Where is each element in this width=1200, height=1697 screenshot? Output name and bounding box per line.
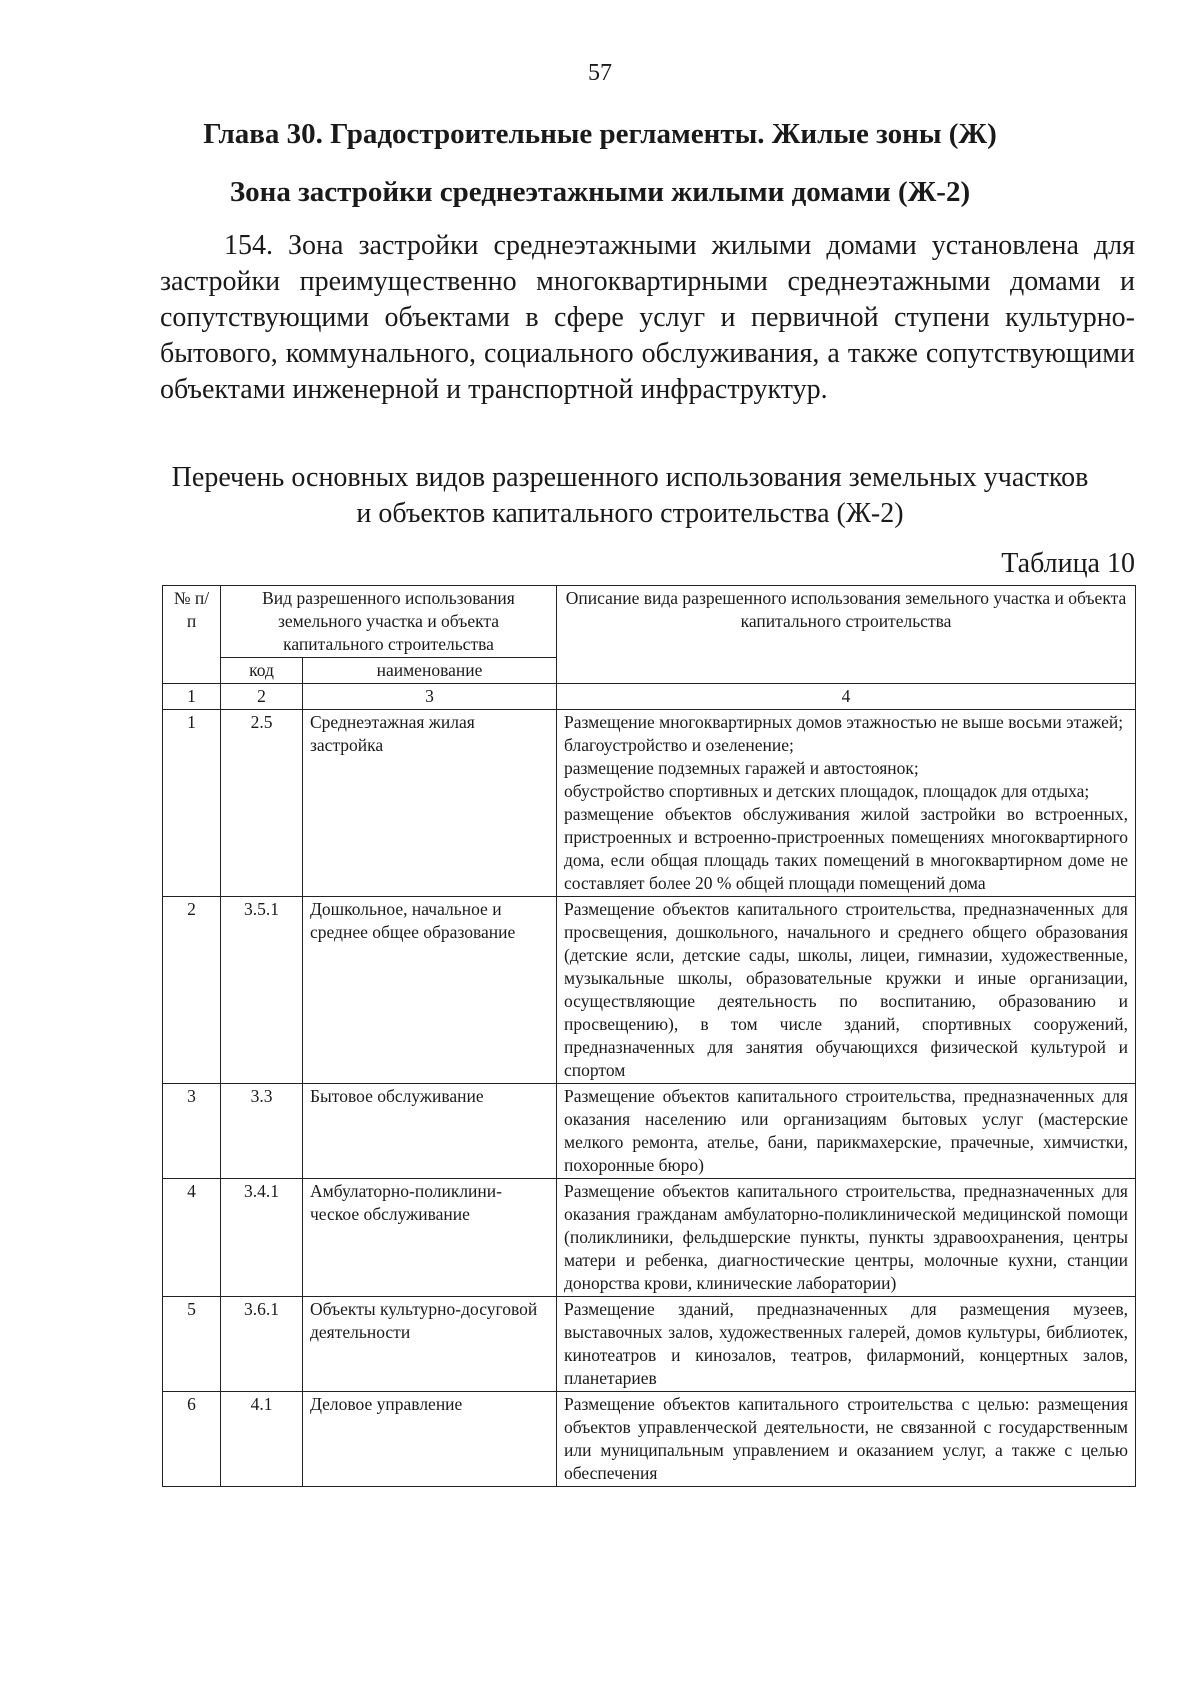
row-code: 3.4.1 — [221, 1179, 303, 1297]
description-line: обустройство спортивных и детских площадок, площадок для отдыха; — [564, 781, 1090, 801]
description-line: Размещение многоквартирных домов этажностью не выше восьми этажей; — [564, 712, 1124, 732]
row-num: 3 — [163, 1084, 221, 1179]
row-description — [557, 1297, 1136, 1392]
list-title-line-1: Перечень основных видов разрешенного использования земельных участков — [171, 462, 1089, 493]
header-type: Вид разрешенного использования земельного участка и объекта капитального строительства — [221, 586, 557, 658]
row-code: 3.6.1 — [221, 1297, 303, 1392]
row-num: 4 — [163, 1179, 221, 1297]
list-title-line-2: и объектов капитального строительства (Ж-2) — [356, 498, 904, 529]
description-line: Размещение объектов капитального строительства, предназначенных для оказания населению или организациям бытовых услуг (мастерские мелкого ремонта, ателье, бани, парикмахерские, прачечные, химчистки, похоронные бюро) — [564, 1086, 1128, 1175]
col-number: 3 — [303, 684, 557, 710]
description-line: размещение подземных гаражей и автостоянок; — [564, 758, 919, 778]
row-description — [557, 897, 1136, 1084]
table-row — [163, 1084, 1136, 1179]
row-name: Дошкольное, начальное и среднее общее образование — [303, 897, 557, 1084]
column-numbers-row — [163, 684, 1136, 710]
page-number: 57 — [588, 60, 612, 86]
table-caption: Таблица 10 — [1001, 548, 1135, 579]
table-row — [163, 1179, 1136, 1297]
paragraph-154: 154. Зона застройки среднеэтажными жилыми домами установлена для застройки преимущественно многоквартирными среднеэтажными домами и сопутствующими объектами в сфере услуг и первичной ступени культурно-бытового, коммунального, социального обслуживания, а также сопутствующими объектами инженерной и транспортной инфраструктур. — [160, 230, 1135, 405]
header-description: Описание вида разрешенного использования земельного участка и объекта капитального строительства — [557, 586, 1136, 684]
chapter-title: Глава 30. Градостроительные регламенты. Жилые зоны (Ж) — [203, 118, 997, 150]
row-description — [557, 1392, 1136, 1487]
row-description — [557, 710, 1136, 897]
row-name: Деловое управление — [303, 1392, 557, 1487]
description-line: Размещение объектов капитального строительства, предназначенных для просвещения, дошкольного, начального и среднего общего образования (детские ясли, детские сады, школы, лицеи, гимназии, художественные, музыкальные школы, образовательные кружки и иные организации, осуществляющие деятельность по воспитанию, образованию и просвещению), в том числе зданий, спортивных сооружений, предназначенных для занятия обучающихся физической культурой и спортом — [564, 899, 1128, 1080]
regulation-table — [162, 585, 1136, 1487]
row-name: Среднеэтажная жилая застройка — [303, 710, 557, 897]
row-code: 3.3 — [221, 1084, 303, 1179]
col-number: 4 — [557, 684, 1136, 710]
table-row — [163, 1392, 1136, 1487]
row-name: Объекты культурно-досуговой деятельности — [303, 1297, 557, 1392]
row-code: 2.5 — [221, 710, 303, 897]
table-row — [163, 1297, 1136, 1392]
row-code: 3.5.1 — [221, 897, 303, 1084]
description-line: благоустройство и озеленение; — [564, 735, 794, 755]
header-name: наименование — [303, 658, 557, 684]
row-description — [557, 1084, 1136, 1179]
description-line: Размещение объектов капитального строительства с целью: размещения объектов управленческой деятельности, не связанной с государственным или муниципальным управлением и оказанием услуг, а также с целью обеспечения — [564, 1394, 1128, 1483]
table-row — [163, 710, 1136, 897]
row-name: Бытовое обслуживание — [303, 1084, 557, 1179]
row-code: 4.1 — [221, 1392, 303, 1487]
description-line: Размещение зданий, предназначенных для размещения музеев, выставочных залов, художественных галерей, домов культуры, библиотек, кинотеатров и кинозалов, театров, филармоний, концертных залов, планетариев — [564, 1299, 1128, 1388]
row-num: 2 — [163, 897, 221, 1084]
header-code: код — [221, 658, 303, 684]
row-num: 1 — [163, 710, 221, 897]
table-row — [163, 897, 1136, 1084]
table-header-row — [163, 586, 1136, 658]
row-num: 5 — [163, 1297, 221, 1392]
col-number: 1 — [163, 684, 221, 710]
row-description — [557, 1179, 1136, 1297]
zone-title: Зона застройки среднеэтажными жилыми домами (Ж-2) — [229, 176, 971, 208]
description-line: размещение объектов обслуживания жилой застройки во встроенных, пристроенных и встроенно-пристроенных помещениях многоквартирного дома, если общая площадь таких помещений в многоквартирном доме не составляет более 20 % общей площади помещений дома — [564, 804, 1128, 893]
row-num: 6 — [163, 1392, 221, 1487]
list-title — [140, 460, 1120, 532]
col-number: 2 — [221, 684, 303, 710]
header-num: № п/п — [163, 586, 221, 684]
description-line: Размещение объектов капитального строительства, предназначенных для оказания гражданам амбулаторно-поликлинической медицинской помощи (поликлиники, фельдшерские пункты, пункты здравоохранения, центры матери и ребенка, диагностические центры, молочные кухни, станции донорства крови, клинические лаборатории) — [564, 1181, 1128, 1293]
row-name: Амбулаторно-поликлини-ческое обслуживание — [303, 1179, 557, 1297]
